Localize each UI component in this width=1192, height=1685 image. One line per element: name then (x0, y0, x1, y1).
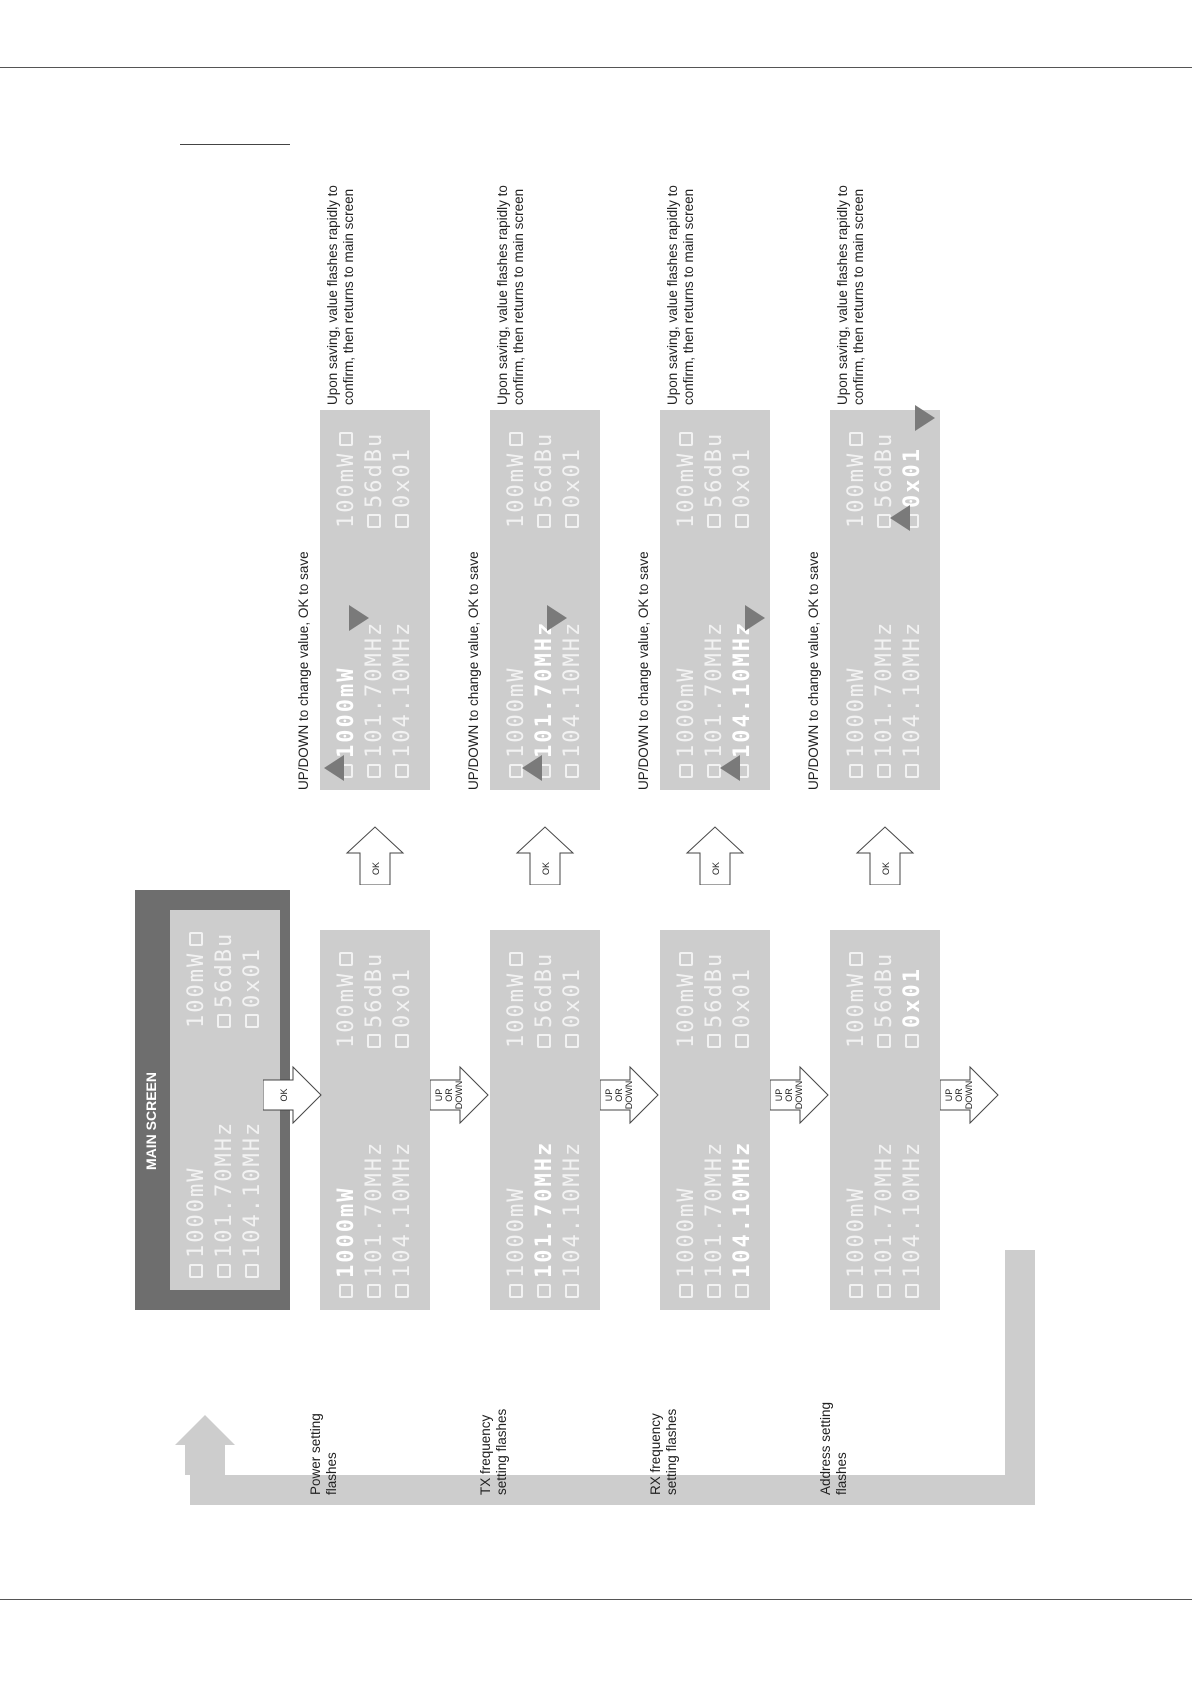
up-or-down-label: OR (444, 1088, 454, 1102)
rx-icon (565, 1284, 579, 1298)
level-icon (537, 514, 551, 528)
up-or-down-label: DOWN (624, 1080, 634, 1110)
lcd-line (504, 952, 530, 1298)
lcd-value: 104.10MHz (730, 1140, 755, 1278)
level-icon (367, 1034, 381, 1048)
lcd-value: 100mW (674, 971, 699, 1048)
power-icon (679, 952, 693, 966)
edit-lcd (660, 410, 770, 790)
up-or-down-label: UP (434, 1088, 444, 1102)
lcd-value: 101.70MHz (532, 1140, 557, 1278)
up-or-down-label: DOWN (964, 1080, 974, 1110)
tx-icon (217, 1264, 231, 1278)
up-indicator-icon (890, 505, 910, 531)
power-icon (509, 952, 523, 966)
ok-label: OK (881, 861, 891, 875)
lcd-value: 100mW (504, 971, 529, 1048)
lcd-value: 56dBu (702, 951, 727, 1028)
ok-label: OK (541, 861, 551, 875)
lcd-line (532, 952, 558, 1298)
edit-lcd (490, 410, 600, 790)
lcd-value: 101.70MHz (532, 620, 557, 758)
lcd-value: 100mW (334, 971, 359, 1048)
tx-icon (877, 764, 891, 778)
setting-lcd (490, 930, 600, 1310)
tx-icon (537, 1284, 551, 1298)
power-icon (849, 432, 863, 446)
edit-instruction: UP/DOWN to change value, OK to save (806, 551, 821, 790)
address-icon (565, 1034, 579, 1048)
up-or-down-label: OR (784, 1088, 794, 1102)
return-arrowhead (175, 1415, 235, 1475)
main-line-1: 1000mW100mW (184, 932, 210, 1278)
save-instruction: Upon saving, value flashes rapidly to confirm, then returns to main screen (495, 185, 526, 405)
up-indicator-icon (720, 755, 740, 781)
state-label: RX frequency setting flashes (648, 1408, 679, 1495)
lcd-value: 100mW (844, 971, 869, 1048)
power-icon (849, 1284, 863, 1298)
power-icon (509, 1284, 523, 1298)
lcd-value: 1000mW (674, 666, 699, 758)
main-screen-title: MAIN SCREEN (143, 1071, 159, 1170)
lcd-line (674, 952, 700, 1298)
top-rule (0, 67, 1192, 68)
level-icon (707, 1034, 721, 1048)
up-or-down-label: OR (954, 1088, 964, 1102)
lcd-value: 1000mW (844, 1186, 869, 1278)
level-icon (877, 1034, 891, 1048)
setting-lcd (320, 930, 430, 1310)
lcd-line (844, 432, 870, 778)
up-or-down-label: OR (614, 1088, 624, 1102)
address-icon (245, 1014, 259, 1028)
lcd-value: 1000mW (334, 1186, 359, 1278)
state-label: TX frequency setting flashes (478, 1408, 509, 1495)
bottom-rule (0, 1599, 1192, 1600)
power-icon (189, 932, 203, 946)
up-or-down-arrow-icon (600, 1065, 660, 1125)
ok-arrow-icon (855, 825, 915, 885)
power-icon (339, 1284, 353, 1298)
rx-icon (395, 1284, 409, 1298)
lcd-value: 56dBu (702, 431, 727, 508)
lcd-line (900, 967, 926, 1298)
edit-lcd (320, 410, 430, 790)
lcd-value: 1000mW (504, 1186, 529, 1278)
lcd-line (334, 952, 360, 1298)
up-or-down-label: DOWN (454, 1080, 464, 1110)
lcd-value: 56dBu (532, 431, 557, 508)
address-icon (395, 1034, 409, 1048)
tx-icon (707, 764, 721, 778)
lcd-value: 56dBu (872, 951, 897, 1028)
lcd-line (872, 952, 898, 1298)
rx-icon (735, 1284, 749, 1298)
ok-arrow-icon (685, 825, 745, 885)
address-icon (565, 514, 579, 528)
power-icon (849, 952, 863, 966)
lcd-value: 0x01 (900, 447, 925, 508)
power-icon (339, 952, 353, 966)
address-icon (395, 514, 409, 528)
lcd-value: 0x01 (730, 447, 755, 508)
lcd-value: 100mW (674, 451, 699, 528)
lcd-value: 104.10MHz (900, 1140, 925, 1278)
level-icon (877, 514, 891, 528)
edit-instruction: UP/DOWN to change value, OK to save (636, 551, 651, 790)
lcd-value: 104.10MHz (900, 620, 925, 758)
up-or-down-arrow-icon (430, 1065, 490, 1125)
state-label: Power setting flashes (308, 1413, 339, 1495)
lcd-line (730, 967, 756, 1298)
lcd-line (702, 952, 728, 1298)
main-line-2: 101.70MHz56dBu (212, 932, 238, 1278)
lcd-value: 104.10MHz (730, 620, 755, 758)
ok-arrow-icon (263, 1065, 323, 1125)
lcd-value: 0x01 (390, 447, 415, 508)
lcd-line (702, 432, 728, 778)
lcd-value: 101.70MHz (872, 1140, 897, 1278)
up-indicator-icon (522, 755, 542, 781)
address-icon (905, 1034, 919, 1048)
lcd-value: 104.10MHz (560, 620, 585, 758)
ok-arrow-icon (345, 825, 405, 885)
ok-label: OK (279, 1088, 289, 1102)
rx-icon (395, 764, 409, 778)
lcd-value: 0x01 (730, 967, 755, 1028)
edit-instruction: UP/DOWN to change value, OK to save (296, 551, 311, 790)
lcd-value: 101.70MHz (702, 620, 727, 758)
rx-icon (905, 1284, 919, 1298)
lcd-value: 101.70MHz (702, 1140, 727, 1278)
lcd-value: 56dBu (362, 431, 387, 508)
lcd-value: 56dBu (362, 951, 387, 1028)
lcd-value: 1000mW (674, 1186, 699, 1278)
lcd-line (390, 967, 416, 1298)
tx-icon (707, 1284, 721, 1298)
up-or-down-label: UP (944, 1088, 954, 1102)
lcd-value: 101.70MHz (872, 620, 897, 758)
up-or-down-arrow-icon (770, 1065, 830, 1125)
power-icon (679, 764, 693, 778)
setting-lcd (660, 930, 770, 1310)
lcd-value: 100mW (844, 451, 869, 528)
level-icon (537, 1034, 551, 1048)
up-or-down-label: UP (774, 1088, 784, 1102)
up-or-down-label: UP (604, 1088, 614, 1102)
power-icon (509, 764, 523, 778)
lcd-value: 104.10MHz (390, 1140, 415, 1278)
lcd-value: 56dBu (532, 951, 557, 1028)
lcd-value: 1000mW (504, 666, 529, 758)
lcd-value: 56dBu (872, 431, 897, 508)
lcd-value: 0x01 (560, 447, 585, 508)
lcd-line (674, 432, 700, 778)
state-label: Address setting flashes (818, 1401, 849, 1495)
rx-icon (245, 1264, 259, 1278)
lcd-value: 0x01 (560, 967, 585, 1028)
power-icon (509, 432, 523, 446)
tx-icon (367, 764, 381, 778)
lcd-value: 101.70MHz (362, 1140, 387, 1278)
power-icon (679, 1284, 693, 1298)
lcd-value: 104.10MHz (390, 620, 415, 758)
save-instruction: Upon saving, value flashes rapidly to confirm, then returns to main screen (835, 185, 866, 405)
lcd-line (390, 447, 416, 778)
lcd-line (844, 952, 870, 1298)
power-icon (339, 432, 353, 446)
lcd-line (504, 432, 530, 778)
lcd-line (872, 432, 898, 778)
address-icon (735, 514, 749, 528)
lcd-value: 104.10MHz (560, 1140, 585, 1278)
setting-lcd (830, 930, 940, 1310)
lcd-value: 1000mW (844, 666, 869, 758)
section-underline (180, 144, 290, 145)
main-line-3: 104.10MHz0x01 (240, 947, 266, 1278)
up-indicator-icon (324, 755, 344, 781)
down-indicator-icon (745, 605, 765, 631)
ok-label: OK (711, 861, 721, 875)
lcd-line (362, 952, 388, 1298)
power-icon (189, 1264, 203, 1278)
lcd-value: 101.70MHz (362, 620, 387, 758)
lcd-value: 100mW (334, 451, 359, 528)
address-icon (735, 1034, 749, 1048)
down-indicator-icon (349, 605, 369, 631)
ok-label: OK (371, 861, 381, 875)
lcd-value: 0x01 (900, 967, 925, 1028)
save-instruction: Upon saving, value flashes rapidly to confirm, then returns to main screen (665, 185, 696, 405)
lcd-value: 1000mW (334, 666, 359, 758)
lcd-line (900, 447, 926, 778)
level-icon (217, 1014, 231, 1028)
return-loop-bottom (1005, 1250, 1035, 1505)
ok-arrow-icon (515, 825, 575, 885)
lcd-value: 100mW (504, 451, 529, 528)
tx-icon (877, 1284, 891, 1298)
level-icon (367, 514, 381, 528)
edit-lcd (830, 410, 940, 790)
menu-flow-diagram (135, 185, 1055, 1505)
lcd-value: 0x01 (390, 967, 415, 1028)
up-or-down-arrow-icon (940, 1065, 1000, 1125)
rx-icon (905, 764, 919, 778)
rx-icon (565, 764, 579, 778)
down-indicator-icon (915, 405, 935, 431)
level-icon (707, 514, 721, 528)
edit-instruction: UP/DOWN to change value, OK to save (466, 551, 481, 790)
save-instruction: Upon saving, value flashes rapidly to confirm, then returns to main screen (325, 185, 356, 405)
tx-icon (367, 1284, 381, 1298)
down-indicator-icon (547, 605, 567, 631)
up-or-down-label: DOWN (794, 1080, 804, 1110)
power-icon (849, 764, 863, 778)
lcd-line (560, 967, 586, 1298)
power-icon (679, 432, 693, 446)
